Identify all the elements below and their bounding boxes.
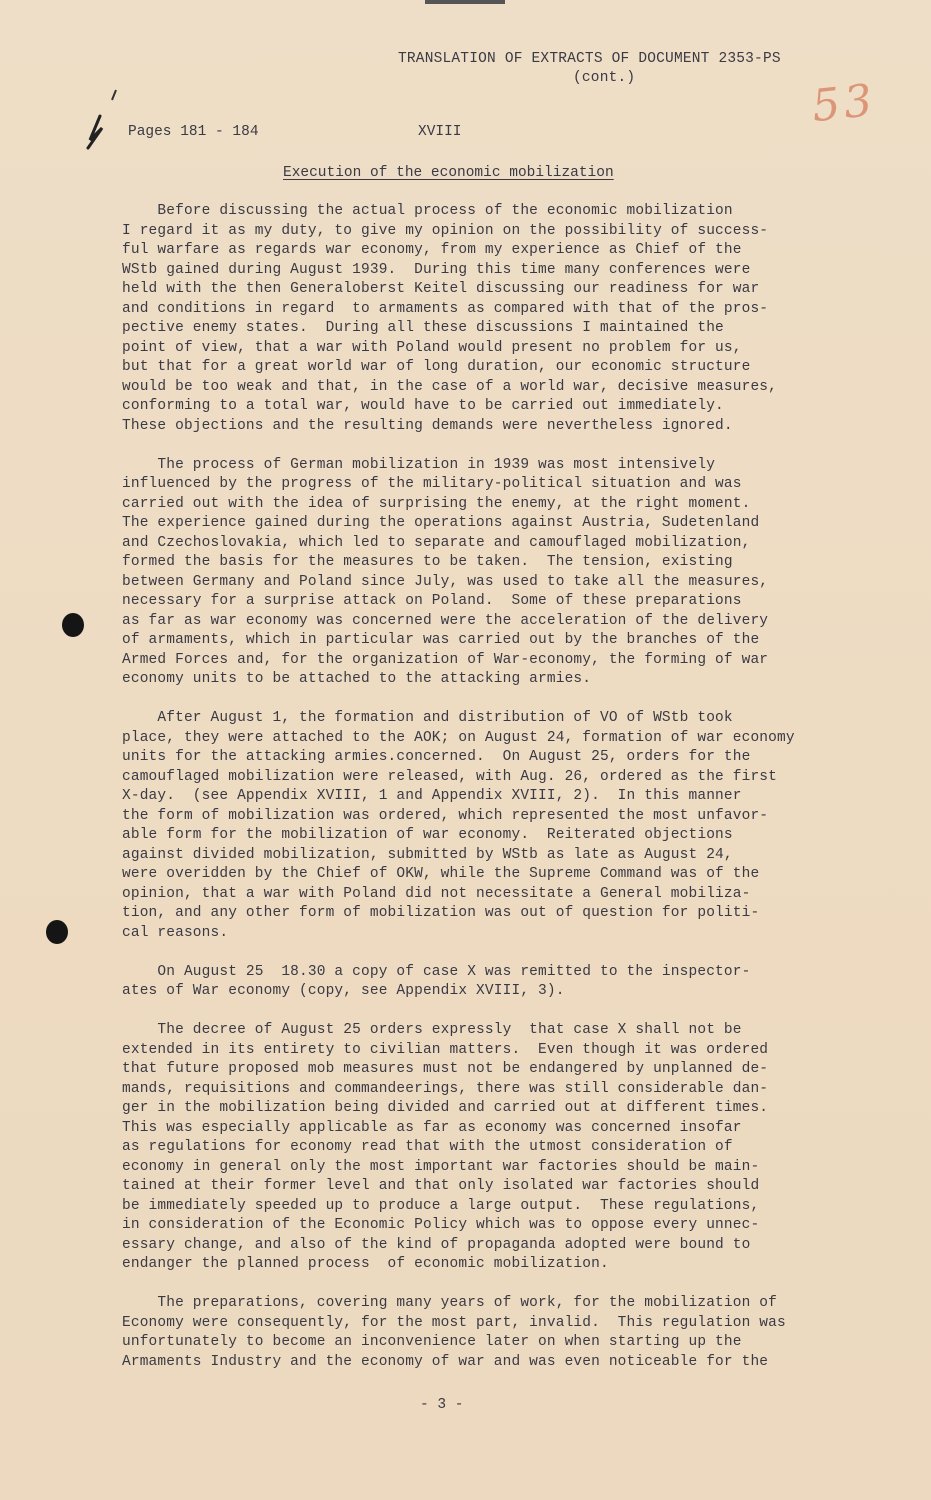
text-line: Armed Forces and, for the organization of War-economy, the forming of war: [122, 651, 769, 668]
text-line: and Czechoslovakia, which led to separate and camouflaged mobilization,: [122, 534, 751, 551]
handwritten-page-number: 53: [809, 74, 879, 133]
text-line: ger in the mobilization being divided and carried out at different times.: [122, 1100, 769, 1116]
text-line: would be too weak and that, in the case of a world war, decisive measures,: [122, 378, 778, 395]
text-line: WStb gained during August 1939. During this time many conferences were: [122, 261, 751, 278]
paragraph-3: [122, 709, 847, 943]
header-title: TRANSLATION OF EXTRACTS OF DOCUMENT 2353-PS: [398, 51, 781, 67]
paragraph-6: [122, 1294, 847, 1372]
text-line: Armaments Industry and the economy of war and was even noticeable for the: [122, 1353, 769, 1370]
text-line: tained at their former level and that only isolated war factories should: [122, 1178, 760, 1194]
text-line: the form of mobilization was ordered, which represented the most unfavor-: [122, 807, 769, 824]
text-line: point of view, that a war with Poland would present no problem for us,: [122, 339, 742, 356]
text-line: Before discussing the actual process of the economic mobilization: [122, 203, 733, 219]
text-line: be immediately speeded up to produce a large output. These regulations,: [122, 1197, 760, 1214]
text-line: economy units to be attached to the attacking armies.: [122, 671, 592, 687]
text-line: of armaments, which in particular was carried out by the branches of the: [122, 632, 760, 648]
paragraph-2: [122, 456, 847, 690]
text-line: camouflaged mobilization were released, with Aug. 26, ordered as the first: [122, 768, 778, 785]
text-line: This was especially applicable as far as economy was concerned insofar: [122, 1119, 742, 1136]
text-line: in consideration of the Economic Policy which was to oppose every unnec-: [122, 1217, 760, 1233]
text-line: opinion, that a war with Poland did not necessitate a General mobiliza-: [122, 885, 751, 902]
text-line: ates of War economy (copy, see Appendix XVIII, 3).: [122, 983, 565, 999]
text-line: pective enemy states. During all these discussions I maintained the: [122, 320, 724, 336]
text-line: The decree of August 25 orders expressly that case X shall not be: [122, 1022, 742, 1038]
top-edge-mark: [425, 0, 505, 4]
punch-hole-lower: [46, 920, 68, 944]
text-line: influenced by the progress of the military-political situation and was: [122, 476, 742, 492]
text-line: tion, and any other form of mobilization was out of question for politi-: [122, 905, 760, 921]
text-line: necessary for a surprise attack on Poland. Some of these preparations: [122, 593, 742, 609]
text-line: carried out with the idea of surprising the enemy, at the right moment.: [122, 495, 751, 512]
text-line: These objections and the resulting demands were nevertheless ignored.: [122, 417, 733, 434]
text-line: unfortunately to become an inconvenience later on when starting up the: [122, 1334, 742, 1350]
text-line: place, they were attached to the AOK; on August 24, formation of war economy: [122, 729, 795, 746]
section-number: XVIII: [418, 124, 462, 140]
text-line: cal reasons.: [122, 924, 229, 941]
text-line: Economy were consequently, for the most part, invalid. This regulation was: [122, 1314, 786, 1331]
section-title: Execution of the economic mobilization: [283, 165, 614, 181]
text-line: ful warfare as regards war economy, from my experience as Chief of the: [122, 242, 742, 258]
text-line: were overidden by the Chief of OKW, while the Supreme Command was of the: [122, 866, 760, 882]
text-line: held with the then Generaloberst Keitel discussing our readiness for war: [122, 281, 760, 297]
text-line: formed the basis for the measures to be taken. The tension, existing: [122, 554, 733, 570]
text-line: I regard it as my duty, to give my opinion on the possibility of success-: [122, 222, 769, 239]
text-line: The experience gained during the operations against Austria, Sudetenland: [122, 515, 760, 531]
text-line: After August 1, the formation and distribution of VO of WStb took: [122, 710, 733, 726]
text-line: units for the attacking armies.concerned. On August 25, orders for the: [122, 749, 751, 765]
text-line: able form for the mobilization of war economy. Reiterated objections: [122, 827, 733, 843]
text-line: that future proposed mob measures must not be endangered by unplanned de-: [122, 1061, 769, 1077]
document-header: [398, 50, 828, 88]
punch-hole-upper: [62, 613, 84, 637]
text-line: but that for a great world war of long duration, our economic structure: [122, 359, 751, 375]
text-line: essary change, and also of the kind of propaganda adopted were bound to: [122, 1236, 751, 1253]
body-text: [122, 202, 847, 1392]
paragraph-4: [122, 963, 847, 1002]
text-line: On August 25 18.30 a copy of case X was remitted to the inspector-: [122, 963, 751, 980]
text-line: economy in general only the most important war factories should be main-: [122, 1158, 760, 1175]
paragraph-1: [122, 202, 847, 436]
header-continued: (cont.): [573, 70, 636, 86]
page-number: - 3 -: [420, 1397, 464, 1413]
text-line: The preparations, covering many years of work, for the mobilization of: [122, 1295, 778, 1311]
text-line: conforming to a total war, would have to be carried out immediately.: [122, 398, 724, 414]
text-line: endanger the planned process of economic mobilization.: [122, 1256, 609, 1272]
text-line: X-day. (see Appendix XVIII, 1 and Appendix XVIII, 2). In this manner: [122, 788, 742, 804]
text-line: mands, requisitions and commandeerings, there was still considerable dan-: [122, 1080, 769, 1097]
text-line: as far as war economy was concerned were the acceleration of the delivery: [122, 612, 769, 629]
text-line: The process of German mobilization in 1939 was most intensively: [122, 456, 716, 473]
text-line: between Germany and Poland since July, was used to take all the measures,: [122, 573, 769, 590]
text-line: against divided mobilization, submitted by WStb as late as August 24,: [122, 846, 733, 863]
text-line: as regulations for economy read that with the utmost consideration of: [122, 1139, 733, 1155]
pages-reference: Pages 181 - 184: [128, 124, 259, 140]
text-line: extended in its entirety to civilian matters. Even though it was ordered: [122, 1041, 769, 1058]
text-line: and conditions in regard to armaments as compared with that of the pros-: [122, 300, 769, 317]
pen-check-mark: [82, 86, 122, 156]
paragraph-5: [122, 1021, 847, 1275]
